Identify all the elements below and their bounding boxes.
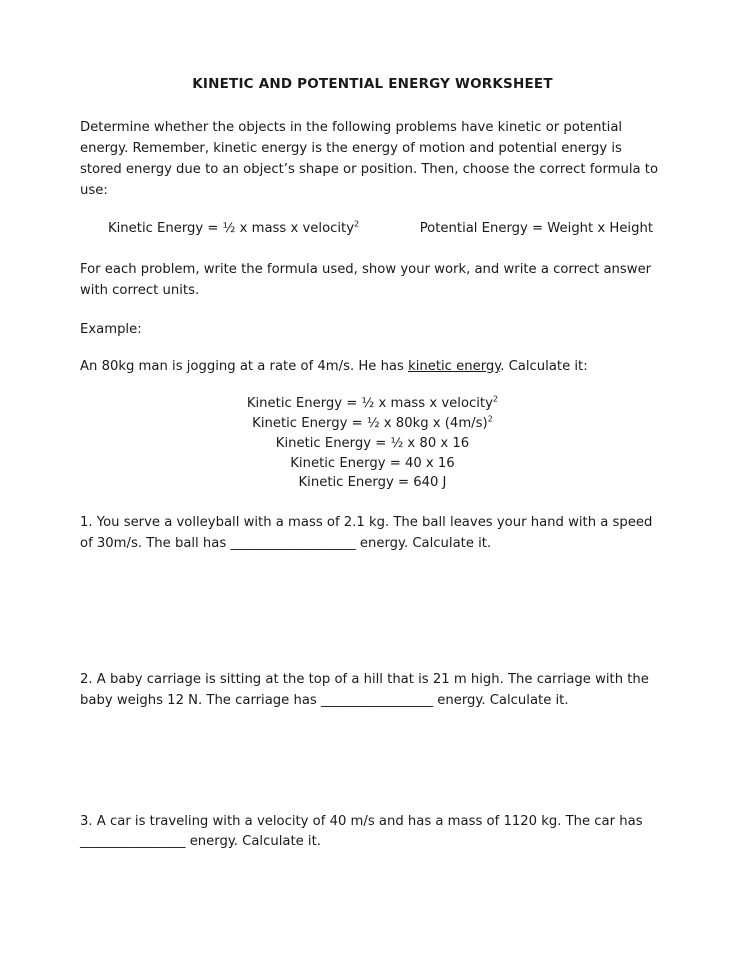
example-step xyxy=(80,454,665,474)
example-step xyxy=(80,414,665,434)
example-intro-underlined: kinetic energy xyxy=(408,359,501,375)
example-step-text: Kinetic Energy = ½ x mass x velocity xyxy=(246,396,493,412)
example-step-text: Kinetic Energy = 40 x 16 xyxy=(290,455,455,471)
example-step-text: Kinetic Energy = 640 J xyxy=(298,475,447,491)
example-intro-before: An 80kg man is jogging at a rate of 4m/s. He has xyxy=(80,359,409,375)
example-work-steps xyxy=(80,394,665,493)
example-step xyxy=(80,394,665,414)
example-intro-after: . Calculate it: xyxy=(500,359,588,375)
potential-energy-formula: Potential Energy = Weight x Height xyxy=(419,221,653,237)
instructions-paragraph: For each problem, write the formula used, show your work, and write a correct answer with correct units. xyxy=(80,262,652,299)
example-step-exponent: 2 xyxy=(492,393,499,404)
example-step xyxy=(80,473,665,493)
problem-2: 2. A baby carriage is sitting at the top of a hill that is 21 m high. The carriage with the baby weighs 12 N. The carriage has _________________ energy. Calculate it. xyxy=(80,671,649,708)
kinetic-energy-formula-text: Kinetic Energy = ½ x mass x velocity xyxy=(108,221,355,237)
example-step-text: Kinetic Energy = ½ x 80kg x (4m/s) xyxy=(252,415,488,431)
example-label: Example: xyxy=(80,322,142,338)
problem-1: 1. You serve a volleyball with a mass of 2.1 kg. The ball leaves your hand with a speed of 30m/s. The ball has ___________________ energy. Calculate it. xyxy=(80,515,653,551)
kinetic-energy-formula-exponent: 2 xyxy=(354,219,360,230)
intro-paragraph: Determine whether the objects in the following problems have kinetic or potential energy. Remember, kinetic energy is the energy of motion and potential energy is stored energy due to an object’s shape or position. Then, choose the correct formula to use: xyxy=(80,120,659,198)
formula-row xyxy=(80,221,665,236)
example-intro xyxy=(80,359,665,374)
kinetic-energy-formula xyxy=(108,221,359,236)
problem-3: 3. A car is traveling with a velocity of 40 m/s and has a mass of 1120 kg. The car has ________________ energy. Calculate it. xyxy=(80,813,643,850)
example-step-exponent: 2 xyxy=(487,413,493,424)
page-title: KINETIC AND POTENTIAL ENERGY WORKSHEET xyxy=(192,76,553,92)
example-step-text: Kinetic Energy = ½ x 80 x 16 xyxy=(275,435,470,451)
example-step xyxy=(80,434,665,454)
